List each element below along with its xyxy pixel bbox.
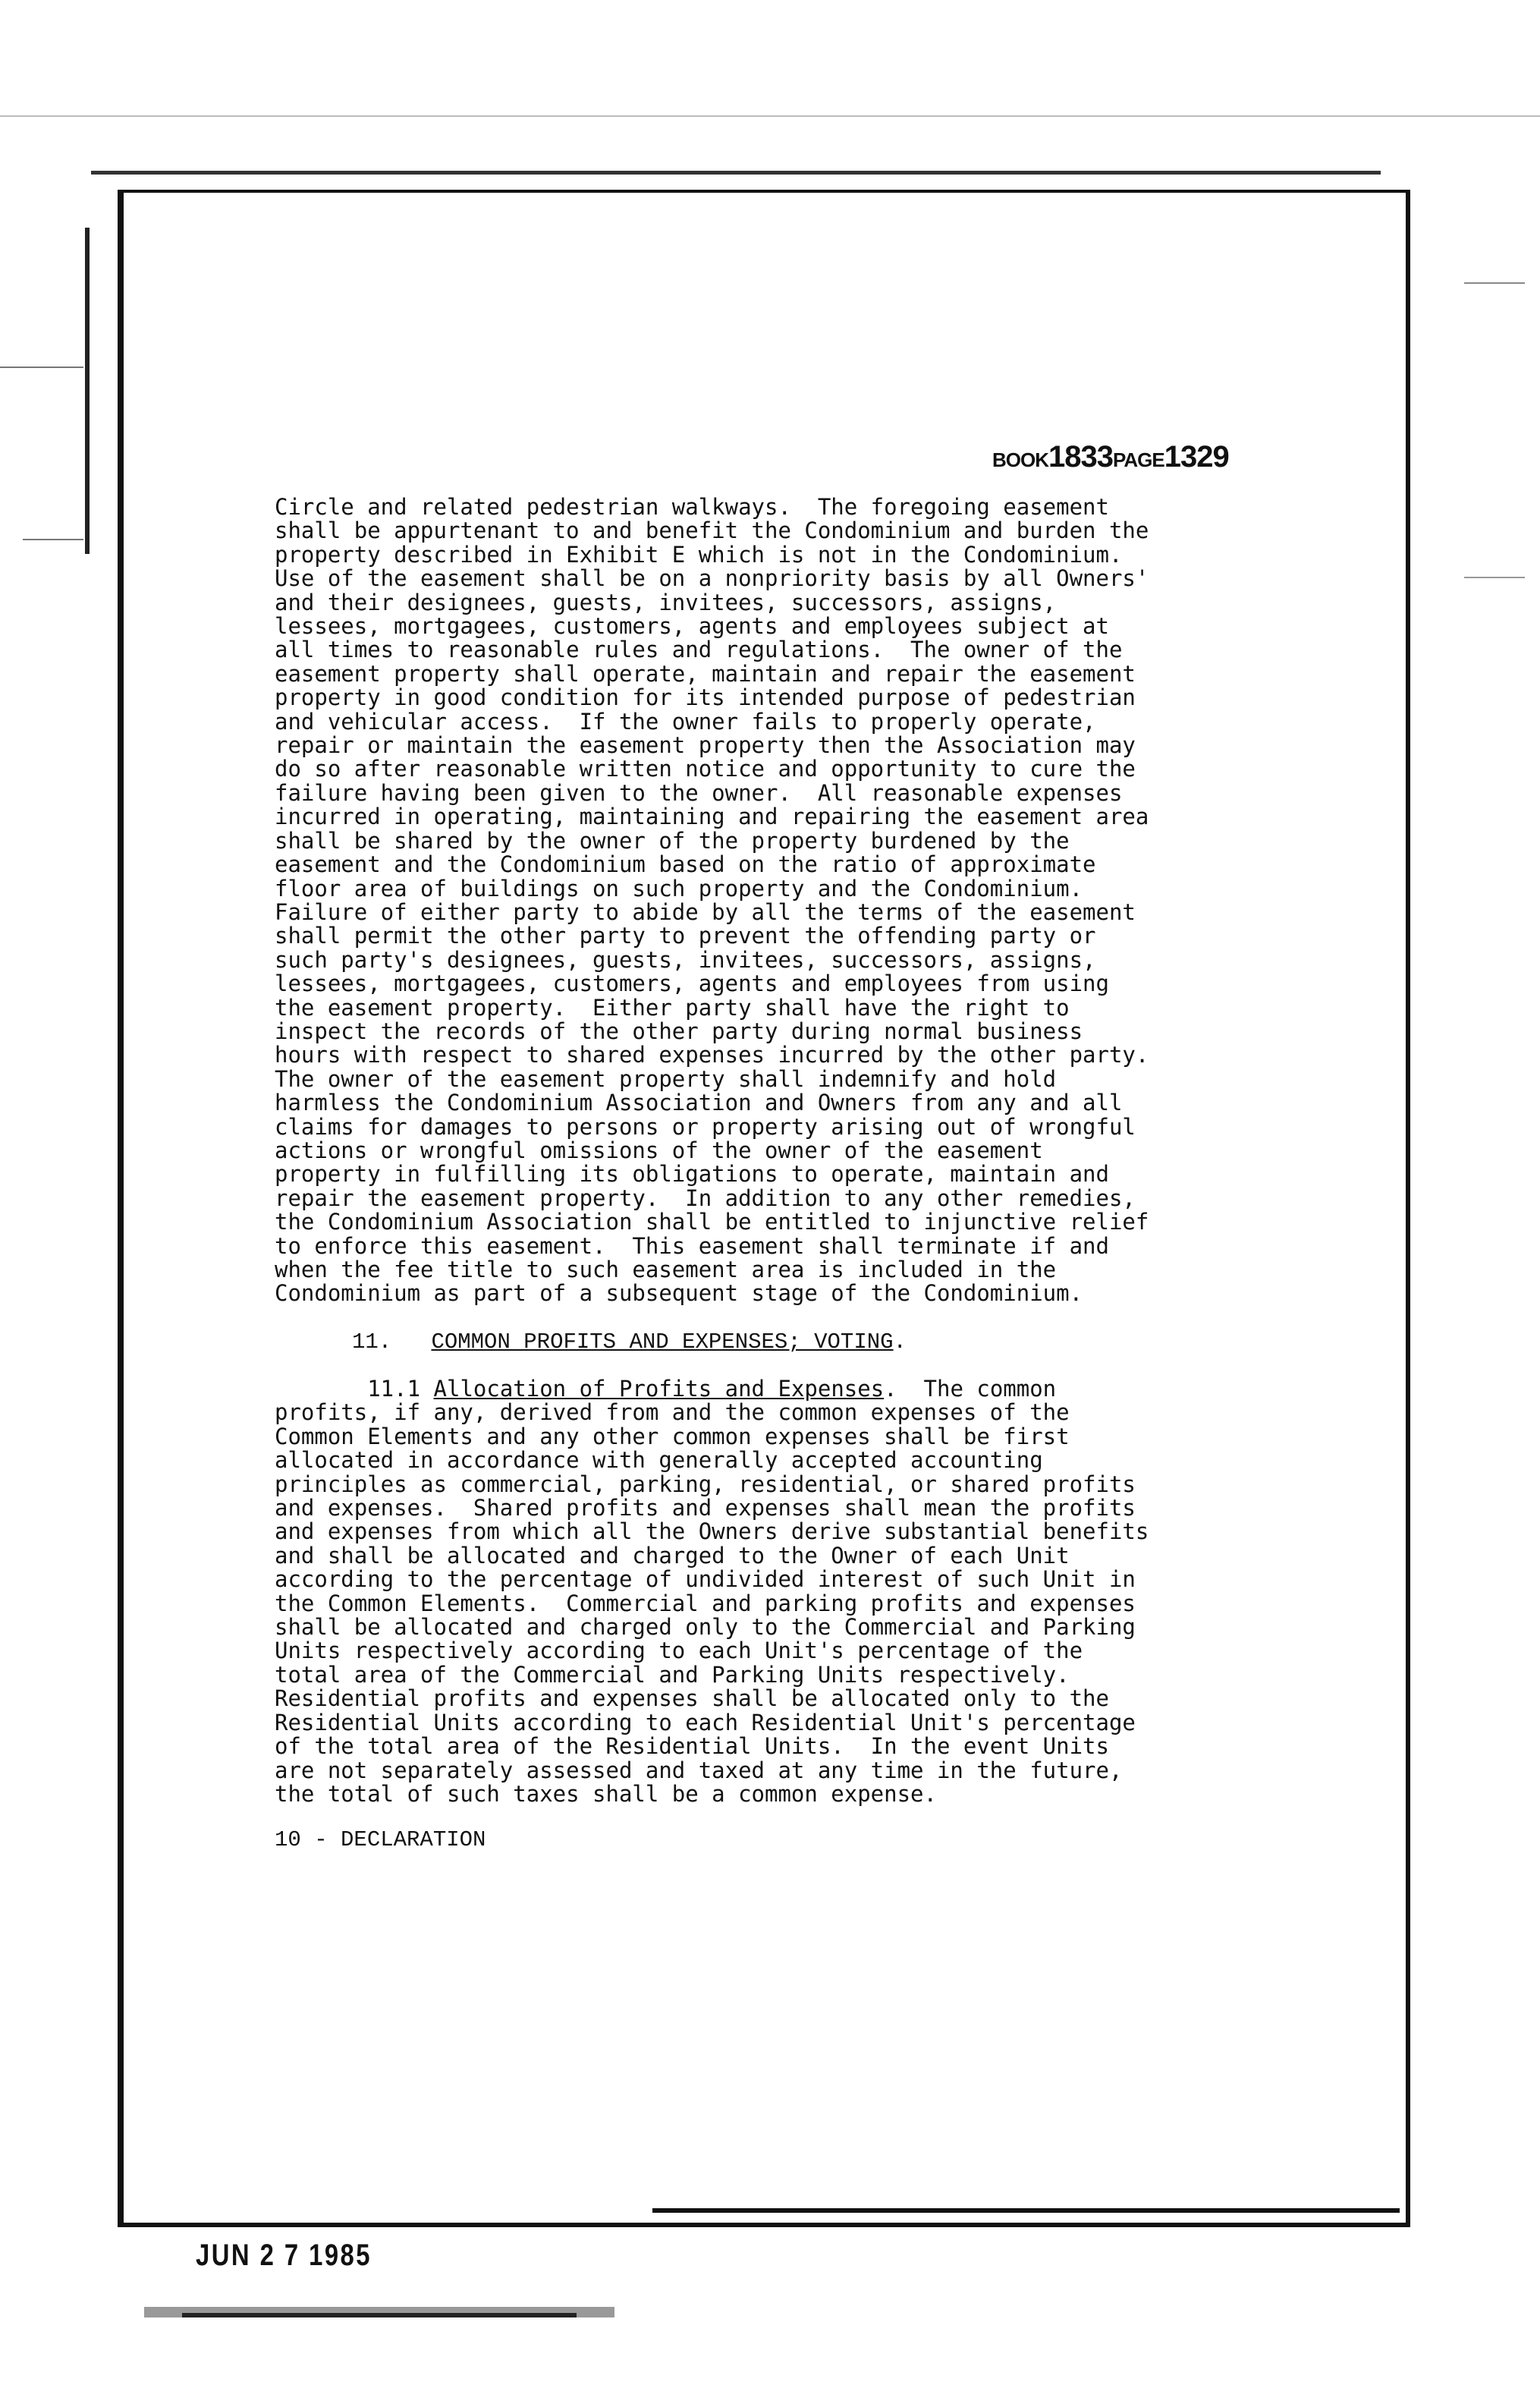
section-title-end: .: [893, 1329, 907, 1355]
section-title: COMMON PROFITS AND EXPENSES; VOTING: [431, 1329, 894, 1355]
scan-mark-left-2: [23, 539, 83, 540]
first-line-indent: [275, 1376, 367, 1402]
scan-edge-top: [0, 115, 1540, 117]
scan-edge-left: [85, 228, 90, 554]
section-number: 11.: [352, 1329, 392, 1355]
scan-mark-right: [1464, 282, 1525, 284]
allocation-paragraph-body: profits, if any, derived from and the common expenses of the Common Elements and any other common expenses shall be first allocated in accordance with generally accepted accounting principles as commercial, parking, residential, or shared profits and expenses. Shared profits and expenses shall mean the profits and expenses from which all the Owners derive substantial benefits and shall be allocated and charged to the Owner of each Unit according to the percentage of undivided interest of such Unit in the Common Elements. Commercial and parking profits and expenses shall be allocated and charged only to the Commercial and Parking Units respectively according to each Unit's percentage of the total area of the Commercial and Parking Units respectively. Residential profits and expenses shall be allocated only to the Residential Units according to each Residential Unit's percentage of the total area of the Residential Units. In the event Units are not separately assessed and taxed at any time in the future, the total of such taxes shall be a common expense.: [275, 1399, 1149, 1807]
book-page-header: [992, 440, 1229, 474]
subsection-number: 11.1: [367, 1376, 434, 1402]
subsection-title: Allocation of Profits and Expenses: [433, 1376, 885, 1402]
allocation-paragraph: [275, 1377, 1230, 1806]
scan-mark-left: [0, 367, 83, 368]
subsection-first-line-rest: . The common: [884, 1376, 1057, 1402]
scan-mark-right-2: [1464, 577, 1525, 578]
date-stamp: JUN 2 7 1985: [196, 2239, 372, 2272]
scan-smudge-bottom-2: [182, 2313, 577, 2317]
book-number: 1833: [1048, 440, 1113, 474]
page-footer: 10 - DECLARATION: [275, 1827, 486, 1852]
page-label: PAGE: [1112, 448, 1164, 471]
section-heading: [352, 1329, 907, 1355]
easement-paragraph: Circle and related pedestrian walkways. The foregoing easement shall be appurtenant to and benefit the Condominium and burden the property described in Exhibit E which is not in the Condominium. Use of the easement shall be on a nonpriority basis by all Owners' and their designees, guests, invitees, successors, assigns, lessees, mortgagees, customers, agents and employees subject at all times to reasonable rules and regulations. The owner of the easement property shall operate, maintain and repair the easement property in good condition for its intended purpose of pedestrian and vehicular access. If the owner fails to properly operate, repair or maintain the easement property then the Association may do so after reasonable written notice and opportunity to cure the failure having been given to the owner. All reasonable expenses incurred in operating, maintaining and repairing the easement area shall be shared by the owner of the property burdened by the easement and the Condominium based on the ratio of approximate floor area of buildings on such property and the Condominium. Failure of either party to abide by all the terms of the easement shall permit the other party to prevent the offending party or such party's designees, guests, invitees, successors, assigns, lessees, mortgagees, customers, agents and employees from using the easement property. Either party shall have the right to inspect the records of the other party during normal business hours with respect to shared expenses incurred by the other party. The owner of the easement property shall indemnify and hold harmless the Condominium Association and Owners from any and all claims for damages to persons or property arising out of wrongful actions or wrongful omissions of the owner of the easement property in fulfilling its obligations to operate, maintain and repair the easement property. In addition to any other remedies, the Condominium Association shall be entitled to injunctive relief to enforce this easement. This easement shall terminate if and when the fee title to such easement area is included in the Condominium as part of a subsequent stage of the Condominium.: [275, 494, 1149, 1307]
scan-edge-top-dark: [91, 171, 1381, 175]
bottom-rule: [652, 2208, 1400, 2213]
book-label: BOOK: [992, 448, 1048, 471]
page-number: 1329: [1164, 440, 1229, 474]
